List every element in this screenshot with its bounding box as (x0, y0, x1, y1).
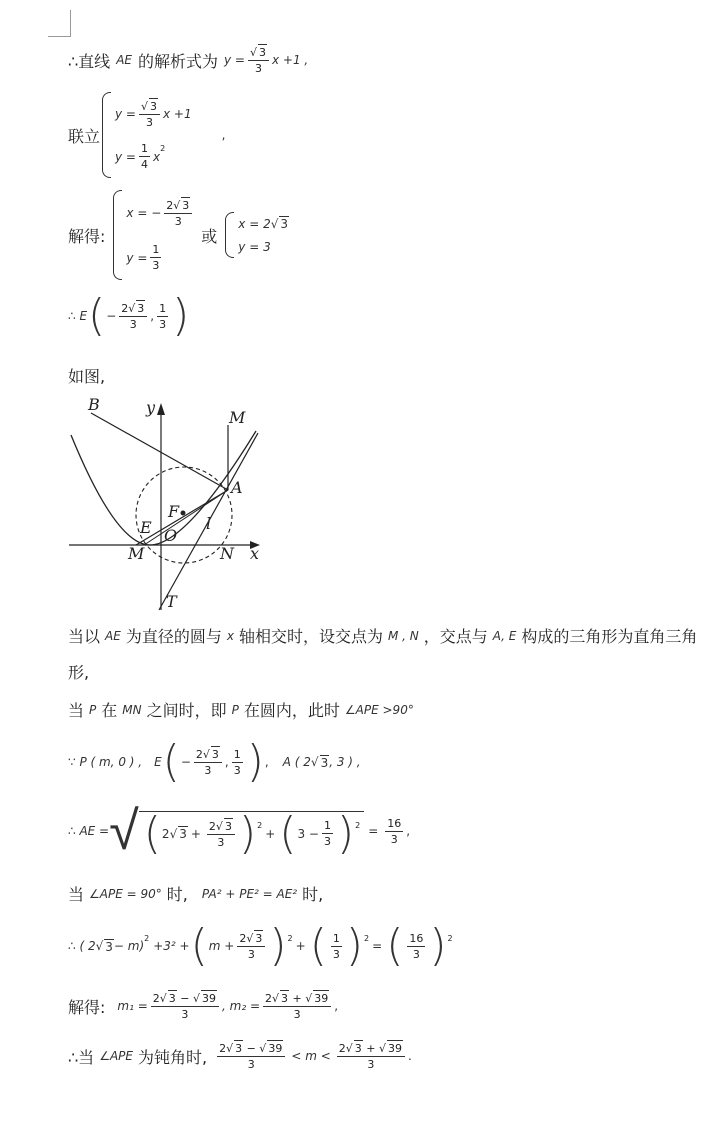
line-as-figure: 如图, (68, 367, 106, 386)
y-axis-arrow (157, 403, 165, 415)
focus-point (181, 511, 186, 516)
label-t: T (166, 592, 177, 611)
label-x: x (250, 544, 260, 563)
text: 解得: (68, 226, 106, 246)
geometry-figure (66, 395, 276, 617)
line-right-angle: 当 ∠APE = 90° 时, PA² + PE² = AE² 时, (68, 885, 324, 904)
text: 联立 (68, 126, 101, 146)
label-m-top: M (229, 408, 246, 427)
line-roots: 解得: m₁ = $\frac{2√ 3 - √ 39}{3}$ , m₂ = $\frac{2√ 3 + √ 39}{3}$ , (68, 992, 339, 1021)
line-pythagoras: ∴ ( 2 √ 3 − m) $^2$ +3² + ( m + $\frac{2√ 3}{3}$ ) $^2$ + ( $\frac{1}{3}$ ) $^2$ = ( $\frac{16}{3}$ ) $^2$ (68, 920, 453, 971)
math: x +1 , (272, 53, 309, 67)
line-continuation: 形, (68, 663, 90, 682)
solution-system-1: x = − $\frac{2√ 3}{3}$ y = $\frac{1}{3}$ (113, 190, 195, 280)
page-corner-mark (48, 10, 71, 37)
line-circle-condition: 当以 AE 为直径的圆与 x 轴相交时，设交点为 M , N ，交点与 A, E 构成的三角形为直角三角 (68, 627, 698, 646)
line-ae-length: ∴ AE = √ ( 2 √ 3 + $\frac{2√ 3}{3}$ ) $^2$ + ( 3 − $\frac{1}{3}$ ) $^2$ = $\frac{16}{3}$ , (68, 799, 411, 862)
label-f: F (168, 502, 180, 521)
math: AE (116, 53, 132, 67)
line-ae-expression (68, 44, 308, 76)
label-b: B (88, 395, 100, 414)
label-n: N (220, 544, 234, 563)
label-y: y (146, 398, 156, 417)
equation-system: y = $\frac{√ 3}{3}$ x +1 y = $\frac{1}{4}$ x $^2$ (102, 92, 192, 178)
text: ∴直线 (68, 51, 111, 71)
line-solutions (68, 190, 289, 280)
line-conclusion: ∴当 ∠APE 为钝角时, $\frac{2√ 3 - √ 39}{3}$ < m < $\frac{2√ 3 + √ 39}{3}$ . (68, 1042, 412, 1071)
math: y = (224, 53, 245, 67)
fraction: $\frac{√ 3}{3}$ (248, 44, 269, 76)
line-coordinates: ∵ P ( m, 0 ) , E ( − $\frac{2√ 3}{3}$ , $\frac{1}{3}$ ) , A ( 2 √ 3 , 3 ) , (68, 736, 361, 787)
label-l: l (206, 514, 212, 533)
line-am-bottom (144, 490, 228, 545)
text: 的解析式为 (137, 51, 218, 71)
label-e: E (140, 518, 152, 537)
line-system (68, 92, 225, 178)
line-point-e: ∴ E ( − $\frac{2√ 3}{3}$ , $\frac{1}{3}$ ) (68, 290, 190, 341)
solution-system-2: x = 2 √ 3 y = 3 (225, 212, 289, 258)
label-o: O (164, 526, 178, 545)
text: 或 (201, 226, 218, 246)
math: , (221, 128, 226, 142)
label-a: A (231, 478, 243, 497)
line-ba (91, 413, 228, 490)
label-m-bottom: M (128, 544, 145, 563)
line-p-inside: 当 P 在 MN 之间时，即 P 在圆内，此时 ∠APE >90° (68, 701, 414, 720)
